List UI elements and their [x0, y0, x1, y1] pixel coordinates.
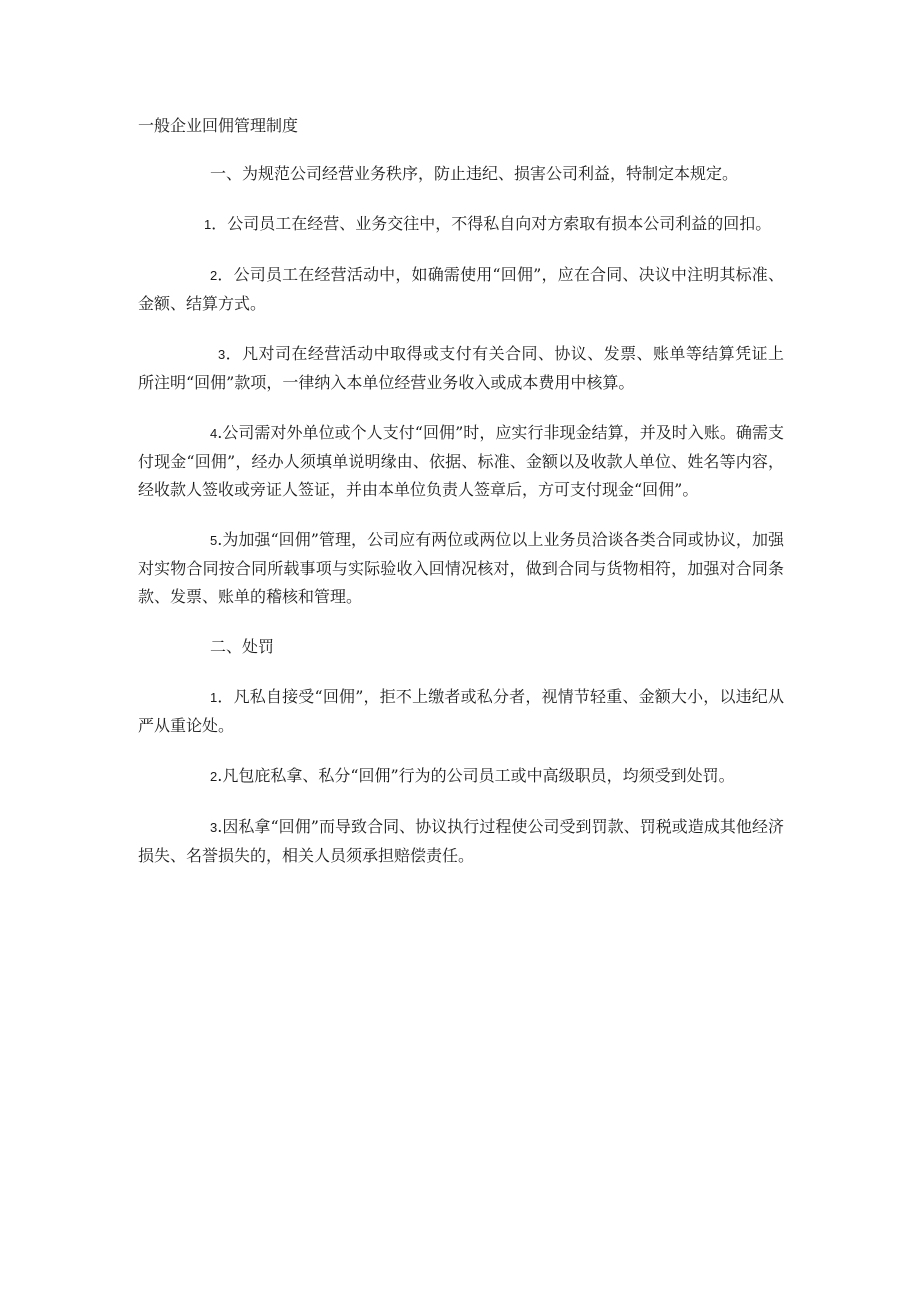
item-number: 1 [210, 690, 218, 705]
item-text: .为加强“回佣”管理，公司应有两位或两位以上业务员洽谈各类合同或协议，加强对实物合同按合同所载事项与实际验收入回情况核对，做到合同与货物相符，加强对合同条款、发票、账单的稽核和管理。 [138, 530, 784, 606]
item-text: ．凡私自接受“回佣”，拒不上缴者或私分者，视情节轻重、金额大小，以违纪从严从重论处。 [138, 687, 784, 735]
section2-heading: 二、处罚 [210, 637, 275, 656]
section1-item-3 [138, 340, 784, 397]
section2-item-1 [138, 683, 784, 740]
item-text: .因私拿“回佣”而导致合同、协议执行过程使公司受到罚款、罚税或造成其他经济损失、名誉损失的，相关人员须承担赔偿责任。 [138, 817, 784, 865]
item-number: 4 [210, 426, 218, 441]
item-number: 5 [210, 533, 218, 548]
document-title: 一般企业回佣管理制度 [138, 116, 299, 135]
item-text: .凡包庇私拿、私分“回佣”行为的公司员工或中高级职员，均须受到处罚。 [217, 766, 735, 785]
item-number: 3 [210, 820, 218, 835]
section1-intro: 一、为规范公司经营业务秩序，防止违纪、损害公司利益，特制定本规定。 [210, 164, 739, 183]
item-number: 2 [210, 268, 218, 283]
section1-item-2 [138, 261, 784, 318]
section1-item-1 [138, 210, 784, 239]
section2-item-3 [138, 813, 784, 870]
item-number: 3 [218, 347, 226, 362]
item-number: 1 [204, 217, 212, 232]
item-text: ．公司员工在经营、业务交往中，不得私自向对方索取有损本公司利益的回扣。 [211, 214, 772, 233]
section2-item-2 [138, 762, 784, 791]
item-text: ．凡对司在经营活动中取得或支付有关合同、协议、发票、账单等结算凭证上所注明“回佣”款项，一律纳入本单位经营业务收入或成本费用中核算。 [138, 344, 784, 392]
section1-item-5 [138, 526, 784, 611]
item-text: ．公司员工在经营活动中，如确需使用“回佣”，应在合同、决议中注明其标准、金额、结算方式。 [138, 265, 784, 313]
section1-item-4 [138, 419, 784, 504]
item-number: 2 [210, 769, 218, 784]
item-text: .公司需对外单位或个人支付“回佣”时，应实行非现金结算，并及时入账。确需支付现金“回佣”，经办人须填单说明缘由、依据、标准、金额以及收款人单位、姓名等内容，经收款人签收或旁证人签证，并由本单位负责人签章后，方可支付现金“回佣”。 [138, 423, 784, 499]
document-page [138, 112, 784, 892]
